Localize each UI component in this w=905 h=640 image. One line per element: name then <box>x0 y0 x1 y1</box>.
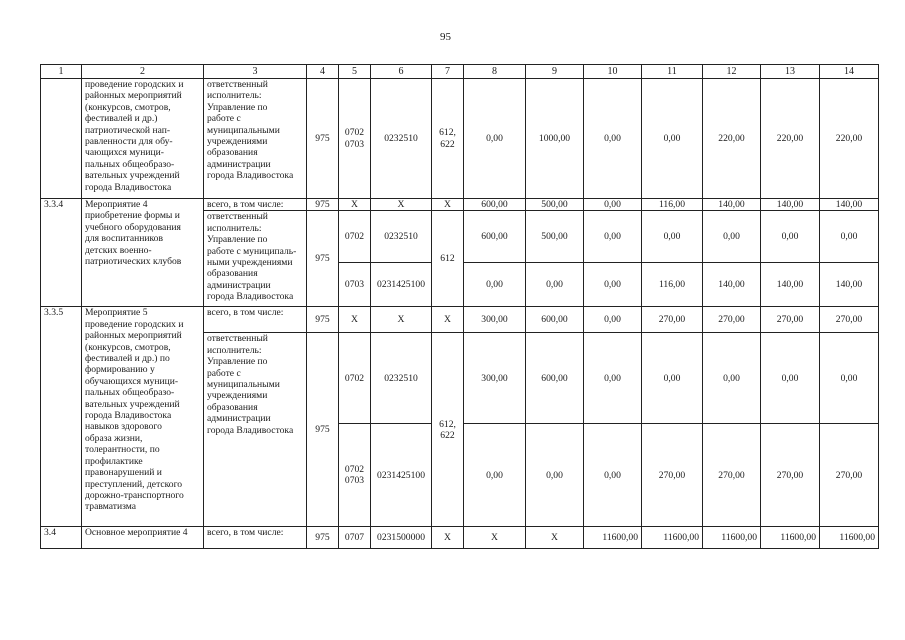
measure-name: Мероприятие 4 приобретение формы и учебного оборудования для воспитанников детских военно- патриотических клубов <box>82 199 204 307</box>
value-cell: 0,00 <box>820 333 879 424</box>
target-code: X <box>371 199 432 211</box>
budget-table <box>40 64 879 549</box>
expense-type: X <box>432 307 464 333</box>
value-cell: 220,00 <box>703 79 761 199</box>
grbs-code: 975 <box>307 333 339 527</box>
value-cell: 140,00 <box>820 263 879 307</box>
section-code: 0702 0703 <box>339 424 371 527</box>
target-code: 0231425100 <box>371 424 432 527</box>
target-code: 0232510 <box>371 79 432 199</box>
value-cell: 600,00 <box>526 307 584 333</box>
header-cell: 6 <box>371 65 432 79</box>
value-cell: 220,00 <box>820 79 879 199</box>
section-code: 0707 <box>339 527 371 549</box>
value-cell: 300,00 <box>464 333 526 424</box>
value-cell: 600,00 <box>526 333 584 424</box>
row-number: 3.3.4 <box>41 199 82 307</box>
value-cell: 116,00 <box>642 263 703 307</box>
expense-type: 612 <box>432 211 464 307</box>
header-cell: 12 <box>703 65 761 79</box>
header-cell: 7 <box>432 65 464 79</box>
header-cell: 13 <box>761 65 820 79</box>
page-number: 95 <box>440 31 451 43</box>
value-cell: 600,00 <box>464 199 526 211</box>
value-cell: 140,00 <box>820 199 879 211</box>
value-cell: 140,00 <box>703 263 761 307</box>
header-cell: 4 <box>307 65 339 79</box>
grbs-code: 975 <box>307 211 339 307</box>
header-cell: 3 <box>204 65 307 79</box>
header-cell: 14 <box>820 65 879 79</box>
value-cell: 0,00 <box>464 79 526 199</box>
value-cell: X <box>526 527 584 549</box>
header-cell: 11 <box>642 65 703 79</box>
grbs-code: 975 <box>307 307 339 333</box>
value-cell: 140,00 <box>761 199 820 211</box>
section-code: 0703 <box>339 263 371 307</box>
expense-type: X <box>432 199 464 211</box>
target-code: 0231500000 <box>371 527 432 549</box>
value-cell: 300,00 <box>464 307 526 333</box>
table-row <box>41 527 879 549</box>
total-label: всего, в том числе: <box>204 307 307 333</box>
value-cell: 0,00 <box>642 79 703 199</box>
value-cell: 140,00 <box>703 199 761 211</box>
value-cell: 0,00 <box>703 211 761 263</box>
grbs-code: 975 <box>307 199 339 211</box>
section-code: 0702 <box>339 333 371 424</box>
value-cell: 0,00 <box>761 211 820 263</box>
expense-type: 612, 622 <box>432 333 464 527</box>
target-code: 0232510 <box>371 211 432 263</box>
header-cell: 8 <box>464 65 526 79</box>
header-cell: 9 <box>526 65 584 79</box>
target-code: 0232510 <box>371 333 432 424</box>
section-code: 0702 <box>339 211 371 263</box>
value-cell: 0,00 <box>584 199 642 211</box>
value-cell: 600,00 <box>464 211 526 263</box>
section-code: X <box>339 199 371 211</box>
value-cell: 0,00 <box>584 333 642 424</box>
value-cell: 0,00 <box>642 211 703 263</box>
executor-cell: ответственный исполнитель: Управление по работе с муниципальными учреждениями образования администрации города Владивостока <box>204 333 307 527</box>
value-cell: 270,00 <box>703 307 761 333</box>
expense-type: X <box>432 527 464 549</box>
row-number: 3.3.5 <box>41 307 82 527</box>
value-cell: 0,00 <box>642 333 703 424</box>
value-cell: 270,00 <box>642 424 703 527</box>
value-cell: 500,00 <box>526 199 584 211</box>
value-cell: 0,00 <box>703 333 761 424</box>
header-cell: 5 <box>339 65 371 79</box>
value-cell: 270,00 <box>820 307 879 333</box>
value-cell: 500,00 <box>526 211 584 263</box>
value-cell: 116,00 <box>642 199 703 211</box>
value-cell: 0,00 <box>820 211 879 263</box>
section-code: X <box>339 307 371 333</box>
value-cell: 0,00 <box>584 424 642 527</box>
value-cell: 0,00 <box>584 263 642 307</box>
table-row <box>41 307 879 333</box>
value-cell: 270,00 <box>820 424 879 527</box>
value-cell: 11600,00 <box>584 527 642 549</box>
value-cell: 270,00 <box>761 307 820 333</box>
value-cell: 0,00 <box>464 263 526 307</box>
grbs-code: 975 <box>307 79 339 199</box>
row-number <box>41 79 82 199</box>
header-cell: 10 <box>584 65 642 79</box>
header-cell: 2 <box>82 65 204 79</box>
value-cell: 0,00 <box>526 424 584 527</box>
value-cell: 270,00 <box>761 424 820 527</box>
value-cell: X <box>464 527 526 549</box>
section-code: 0702 0703 <box>339 79 371 199</box>
value-cell: 0,00 <box>584 211 642 263</box>
value-cell: 0,00 <box>584 79 642 199</box>
value-cell: 11600,00 <box>642 527 703 549</box>
target-code: X <box>371 307 432 333</box>
measure-name: Основное мероприятие 4 <box>82 527 204 549</box>
executor-cell: ответственный исполнитель: Управление по работе с муниципаль- ными учреждениями образования администрации города Владивостока <box>204 211 307 307</box>
value-cell: 0,00 <box>761 333 820 424</box>
value-cell: 270,00 <box>642 307 703 333</box>
table-row <box>41 79 879 199</box>
value-cell: 0,00 <box>464 424 526 527</box>
measure-name: Мероприятие 5 проведение городских и районных мероприятий (конкурсов, смотров, фестивалей и др.) по формированию у обучающихся муници- пальных общеобразо- вательных учреждений города Владивостока навыков здорового образа жизни, толерантности, по профилактике правонарушений и преступлений, детского дорожно-транспортного травматизма <box>82 307 204 527</box>
target-code: 0231425100 <box>371 263 432 307</box>
grbs-code: 975 <box>307 527 339 549</box>
value-cell: 270,00 <box>703 424 761 527</box>
value-cell: 220,00 <box>761 79 820 199</box>
value-cell: 0,00 <box>584 307 642 333</box>
total-label: всего, в том числе: <box>204 527 307 549</box>
value-cell: 140,00 <box>761 263 820 307</box>
expense-type: 612, 622 <box>432 79 464 199</box>
row-number: 3.4 <box>41 527 82 549</box>
header-cell: 1 <box>41 65 82 79</box>
table-row <box>41 199 879 211</box>
header-row <box>41 65 879 79</box>
value-cell: 11600,00 <box>703 527 761 549</box>
value-cell: 0,00 <box>526 263 584 307</box>
value-cell: 1000,00 <box>526 79 584 199</box>
value-cell: 11600,00 <box>761 527 820 549</box>
measure-name: проведение городских и районных мероприятий (конкурсов, смотров, фестивалей и др.) патриотической нап- равленности для обу- чающихся муници- пальных общеобразо- вательных учреждений города Владивостока <box>82 79 204 199</box>
value-cell: 11600,00 <box>820 527 879 549</box>
total-label: всего, в том числе: <box>204 199 307 211</box>
executor-cell: ответственный исполнитель: Управление по работе с муниципальными учреждениями образования администрации города Владивостока <box>204 79 307 199</box>
